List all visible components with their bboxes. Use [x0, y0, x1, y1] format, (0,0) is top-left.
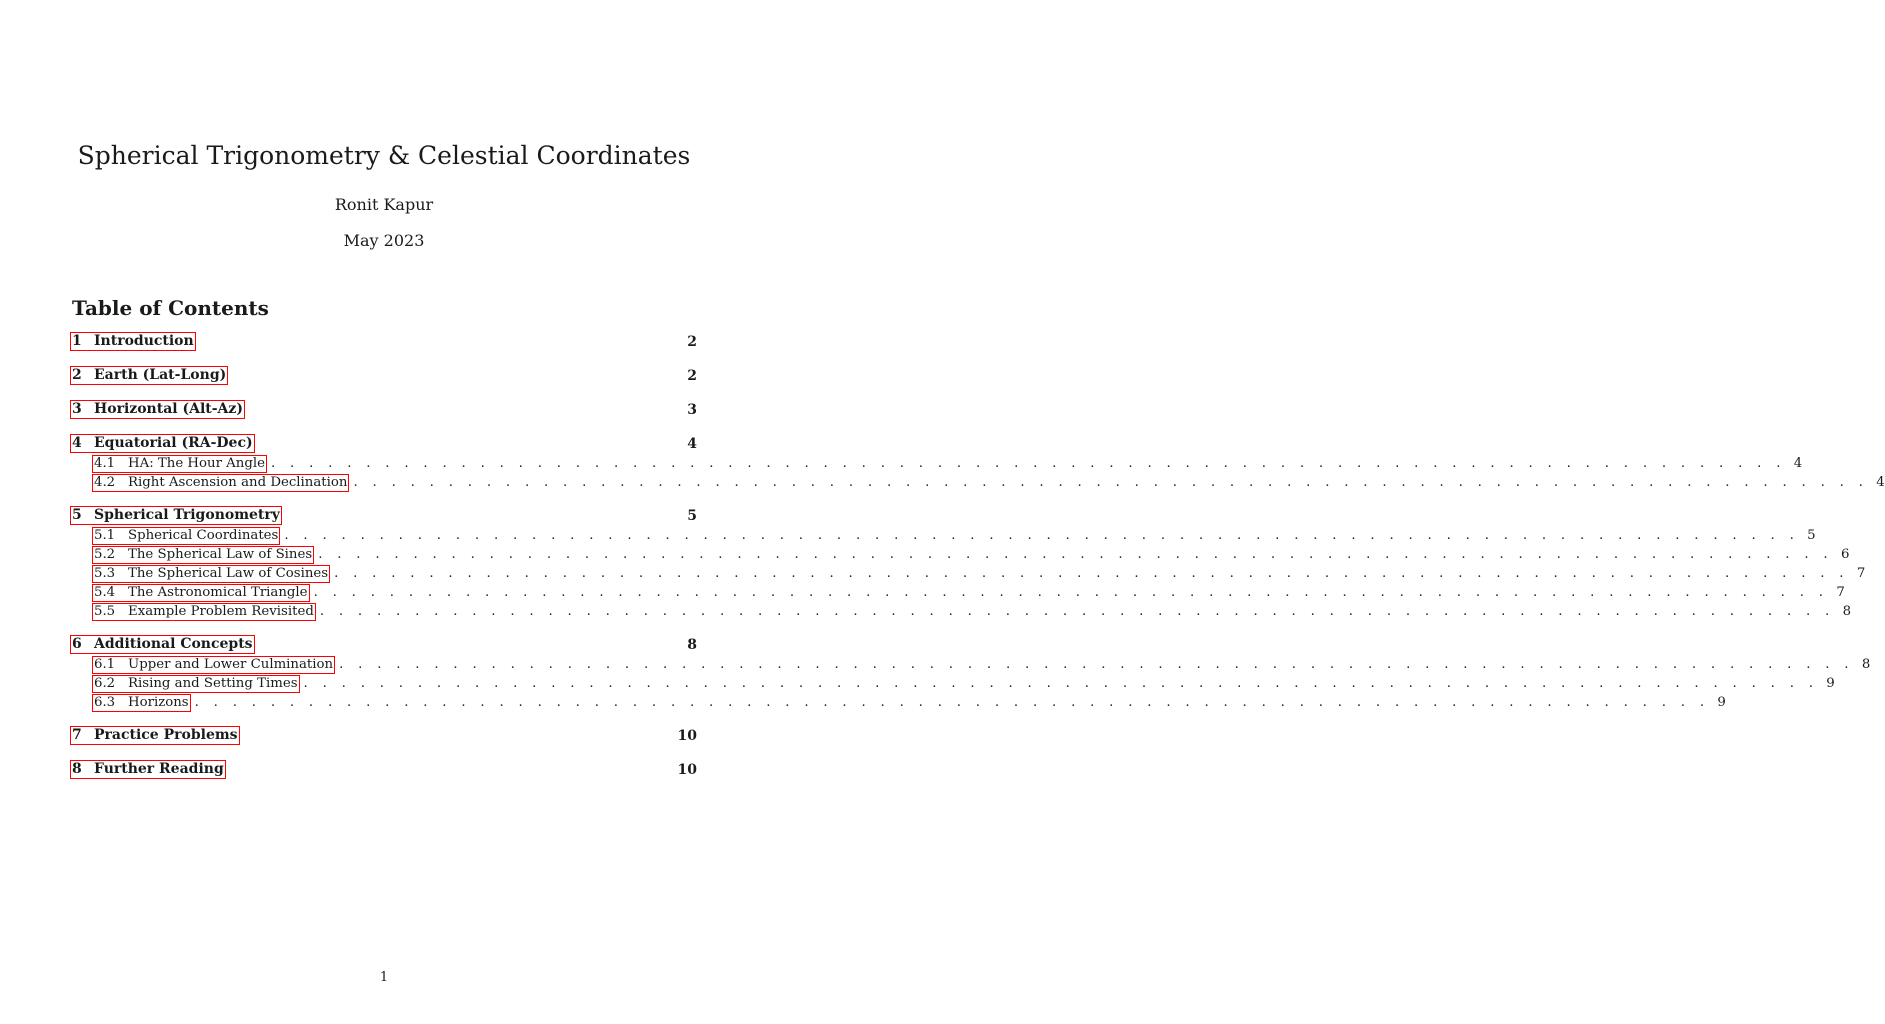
toc-subsection-link[interactable]	[92, 694, 191, 712]
toc-section	[70, 505, 1866, 621]
toc-subsection-page: 9	[1717, 695, 1726, 710]
toc-subsection-row	[70, 526, 1816, 545]
table-of-contents	[70, 331, 1885, 780]
toc-subsection-number: 5.1	[94, 527, 116, 543]
toc-subsection-link[interactable]	[92, 546, 314, 564]
toc-section-row	[70, 365, 697, 386]
toc-heading: Table of Contents	[72, 296, 269, 320]
leader-dots: . . . . . . . . . . . . . . . . . . . . . . . . . . . . . . . . . . . . . . . . . . . . . . . . . . . . . . . . . . . . . . . . . . . . . . . . . . . . . . . .	[303, 676, 1819, 691]
toc-section-number: 5	[72, 507, 82, 523]
toc-section	[70, 725, 697, 746]
toc-subsection-link[interactable]	[92, 565, 330, 583]
toc-section-link[interactable]	[70, 760, 226, 779]
toc-subsection-page: 4	[1793, 456, 1803, 471]
toc-subsection-row	[70, 545, 1850, 564]
toc-section	[70, 433, 1885, 492]
toc-subsection-number: 5.3	[94, 565, 116, 581]
toc-subsection-page: 9	[1826, 676, 1835, 691]
toc-section-link[interactable]	[70, 635, 255, 654]
toc-section-title: Practice Problems	[94, 727, 238, 743]
toc-subsection-title: The Spherical Law of Cosines	[128, 565, 329, 581]
leader-dots: . . . . . . . . . . . . . . . . . . . . . . . . . . . . . . . . . . . . . . . . . . . . . . . . . . . . . . . . . . . . . . . . . . . . . . . . . . . . . . . .	[313, 585, 1829, 600]
toc-subsection-page: 7	[1836, 585, 1845, 600]
toc-subsection-row	[70, 473, 1885, 492]
toc-section-page: 2	[687, 367, 697, 384]
toc-subsection-link[interactable]	[92, 527, 280, 545]
toc-subsection-row	[70, 602, 1852, 621]
toc-subsection-number: 6.2	[94, 675, 116, 691]
toc-section-link[interactable]	[70, 434, 255, 453]
toc-subsection-page: 7	[1856, 566, 1866, 581]
toc-section-title: Earth (Lat-Long)	[94, 367, 227, 383]
toc-section-number: 2	[72, 367, 82, 383]
toc-section-page: 3	[687, 401, 697, 418]
leader-dots: . . . . . . . . . . . . . . . . . . . . . . . . . . . . . . . . . . . . . . . . . . . . . . . . . . . . . . . . . . . . . . . . . . . . . . . . . . . . . . . .	[270, 456, 1786, 471]
document-date: May 2023	[343, 231, 425, 250]
toc-subsection-title: The Astronomical Triangle	[128, 584, 308, 600]
toc-section-page: 2	[687, 333, 697, 350]
toc-subsection-number: 5.2	[94, 546, 116, 562]
toc-section	[70, 759, 697, 780]
toc-section	[70, 365, 697, 386]
toc-subsection-title: Horizons	[128, 694, 189, 710]
toc-subsection-link[interactable]	[92, 474, 349, 492]
leader-dots: . . . . . . . . . . . . . . . . . . . . . . . . . . . . . . . . . . . . . . . . . . . . . . . . . . . . . . . . . . . . . . . . . . . . . . . . . . . . . . . .	[334, 566, 1849, 581]
toc-subsection-title: The Spherical Law of Sines	[128, 546, 313, 562]
document-title: Spherical Trigonometry & Celestial Coordinates	[77, 141, 691, 170]
toc-section-page: 10	[677, 761, 697, 778]
toc-subsection-title: Spherical Coordinates	[128, 527, 279, 543]
toc-section-row	[70, 399, 697, 420]
toc-section-link[interactable]	[70, 506, 282, 525]
toc-section-page: 8	[687, 636, 697, 653]
toc-section	[70, 331, 697, 352]
toc-section-number: 4	[72, 435, 82, 451]
toc-section-title: Horizontal (Alt-Az)	[94, 401, 243, 417]
toc-subsection-title: Right Ascension and Declination	[128, 474, 348, 490]
toc-subsection-link[interactable]	[92, 656, 335, 674]
toc-section-link[interactable]	[70, 366, 228, 385]
toc-section-row	[70, 433, 697, 454]
toc-subsection-number: 5.4	[94, 584, 116, 600]
toc-subsection-number: 6.3	[94, 694, 116, 710]
toc-subsection-title: Rising and Setting Times	[128, 675, 298, 691]
toc-subsection-row	[70, 655, 1871, 674]
toc-section-page: 10	[677, 727, 697, 744]
toc-section-title: Equatorial (RA-Dec)	[94, 435, 253, 451]
document-author: Ronit Kapur	[334, 195, 434, 214]
toc-section-title: Further Reading	[94, 761, 224, 777]
toc-subsection-number: 4.1	[94, 455, 116, 471]
leader-dots: . . . . . . . . . . . . . . . . . . . . . . . . . . . . . . . . . . . . . . . . . . . . . . . . . . . . . . . . . . . . . . . . . . . . . . . . . . . . . . . .	[319, 604, 1835, 619]
toc-subsection-link[interactable]	[92, 603, 316, 621]
toc-subsection-row	[70, 454, 1803, 473]
toc-section-page: 5	[687, 507, 697, 524]
leader-dots: . . . . . . . . . . . . . . . . . . . . . . . . . . . . . . . . . . . . . . . . . . . . . . . . . . . . . . . . . . . . . . . . . . . . . . . . . . . . . . . .	[194, 695, 1710, 710]
toc-section-title: Spherical Trigonometry	[94, 507, 280, 523]
toc-subsection-page: 8	[1861, 657, 1871, 672]
toc-section-row	[70, 505, 697, 526]
toc-subsection-number: 5.5	[94, 603, 116, 619]
toc-subsection-title: Upper and Lower Culmination	[128, 656, 334, 672]
toc-subsection-title: Example Problem Revisited	[128, 603, 314, 619]
toc-section-number: 3	[72, 401, 82, 417]
toc-section-row	[70, 331, 697, 352]
toc-subsection-page: 5	[1807, 528, 1816, 543]
toc-section-number: 7	[72, 727, 82, 743]
toc-section-row	[70, 759, 697, 780]
toc-section-number: 8	[72, 761, 82, 777]
toc-subsection-row	[70, 564, 1866, 583]
toc-subsection-page: 4	[1876, 475, 1885, 490]
leader-dots: . . . . . . . . . . . . . . . . . . . . . . . . . . . . . . . . . . . . . . . . . . . . . . . . . . . . . . . . . . . . . . . . . . . . . . . . . . . . . . . .	[339, 657, 1854, 672]
toc-subsection-row	[70, 674, 1835, 693]
toc-section-link[interactable]	[70, 400, 245, 419]
toc-section-row	[70, 634, 697, 655]
toc-section-number: 6	[72, 636, 82, 652]
toc-subsection-title: HA: The Hour Angle	[128, 455, 265, 471]
toc-section-title: Additional Concepts	[94, 636, 253, 652]
toc-section-page: 4	[687, 435, 697, 452]
toc-section-title: Introduction	[94, 333, 194, 349]
toc-section	[70, 634, 1871, 712]
toc-section-link[interactable]	[70, 332, 196, 351]
leader-dots: . . . . . . . . . . . . . . . . . . . . . . . . . . . . . . . . . . . . . . . . . . . . . . . . . . . . . . . . . . . . . . . . . . . . . . . . . . . . . . . .	[318, 547, 1833, 562]
toc-section-number: 1	[72, 333, 82, 349]
toc-section-row	[70, 725, 697, 746]
leader-dots: . . . . . . . . . . . . . . . . . . . . . . . . . . . . . . . . . . . . . . . . . . . . . . . . . . . . . . . . . . . . . . . . . . . . . . . . . . . . . . . .	[353, 475, 1869, 490]
toc-subsection-page: 8	[1842, 604, 1852, 619]
toc-subsection-page: 6	[1840, 547, 1850, 562]
toc-subsection-row	[70, 693, 1726, 712]
toc-subsection-link[interactable]	[92, 584, 310, 602]
toc-subsection-number: 4.2	[94, 474, 116, 490]
toc-section	[70, 399, 697, 420]
toc-subsection-row	[70, 583, 1845, 602]
toc-subsection-link[interactable]	[92, 675, 300, 693]
page-number: 1	[379, 970, 389, 985]
toc-subsection-link[interactable]	[92, 455, 267, 473]
toc-subsection-number: 6.1	[94, 656, 116, 672]
leader-dots: . . . . . . . . . . . . . . . . . . . . . . . . . . . . . . . . . . . . . . . . . . . . . . . . . . . . . . . . . . . . . . . . . . . . . . . . . . . . . . . .	[284, 528, 1800, 543]
toc-section-link[interactable]	[70, 726, 240, 745]
